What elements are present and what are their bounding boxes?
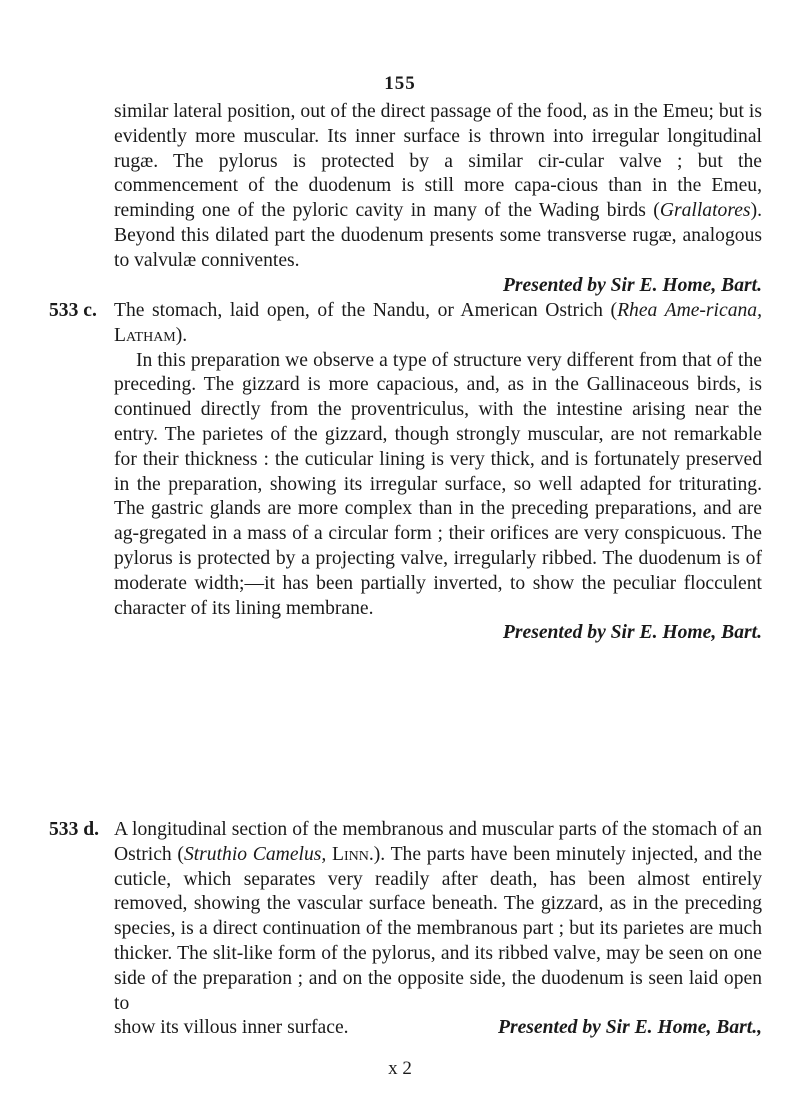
entry-533c-body: In this preparation we observe a type of structure very different from that of the preceding. The gizzard is more capacious, and, as in the Gallinaceous birds, is continued directly from the proventriculus, with the intestine arising near the entry. The parietes of the gizzard, though strongly muscular, are not remarkable for their thickness : the cuticular lining is very thick, and is fortunately preserved in the preparation, showing its irregular surface, so well adapted for triturating. The gastric glands are more complex than in the preceding preparations, and are ag-gregated in a mass of a circular form ; their orifices are very conspicuous. The pylorus is protected by a projecting valve, irregularly ribbed. The duodenum is of moderate width;—it has been partially inverted, to show the peculiar flocculent character of its lining membrane. [114,349,762,619]
continuation-paragraph [114,100,762,298]
entry-533c-intro: The stomach, laid open, of the Nandu, or American Ostrich (Rhea Ame-ricana, Latham). [114,300,762,346]
entry-533c [114,299,762,646]
entry-number-533c: 533 c. [49,300,97,321]
entry-533d-body: A longitudinal section of the membranous and muscular parts of the stomach of an Ostrich (Struthio Camelus, Linn.). The parts have been minutely injected, and the cuticle, which separates very readily after death, has been almost entirely removed, showing the vascular surface beneath. The gizzard, as in the preceding species, is a direct continuation of the membranous part ; but its parietes are much thicker. The slit-like form of the pylorus, and its ribbed valve, may be seen on one side of the preparation ; and on the opposite side, the duodenum is seen laid open to [114,819,762,1014]
entry-533c-presented: Presented by Sir E. Home, Bart. [502,622,762,644]
entry-533d [114,818,762,1041]
grallatores-term: Grallatores [659,200,751,222]
continuation-text: similar lateral position, out of the direct passage of the food, as in the Emeu; but is evidently more muscular. Its inner surface is thrown into irregular longitudinal rugæ. The pylorus is protected by a similar cir-cular valve ; but the commencement of the duodenum is still more capa-cious than in the Emeu, reminding one of the pyloric cavity in many of the Wading birds (Grallatores). Beyond this dilated part the duodenum presents some transverse rugæ, analogous to valvulæ conniventes. [114,101,762,271]
continuation-presented: Presented by Sir E. Home, Bart. [502,274,762,296]
signature-mark: x 2 [388,1058,412,1079]
entry-533d-presented: Presented by Sir E. Home, Bart., [498,1017,762,1039]
entry-533d-last-line: show its villous inner surface. Presented by Sir E. Home, Bart., [114,1016,762,1041]
page-number: 155 [384,73,416,94]
entry-number-533d: 533 d. [49,819,100,840]
